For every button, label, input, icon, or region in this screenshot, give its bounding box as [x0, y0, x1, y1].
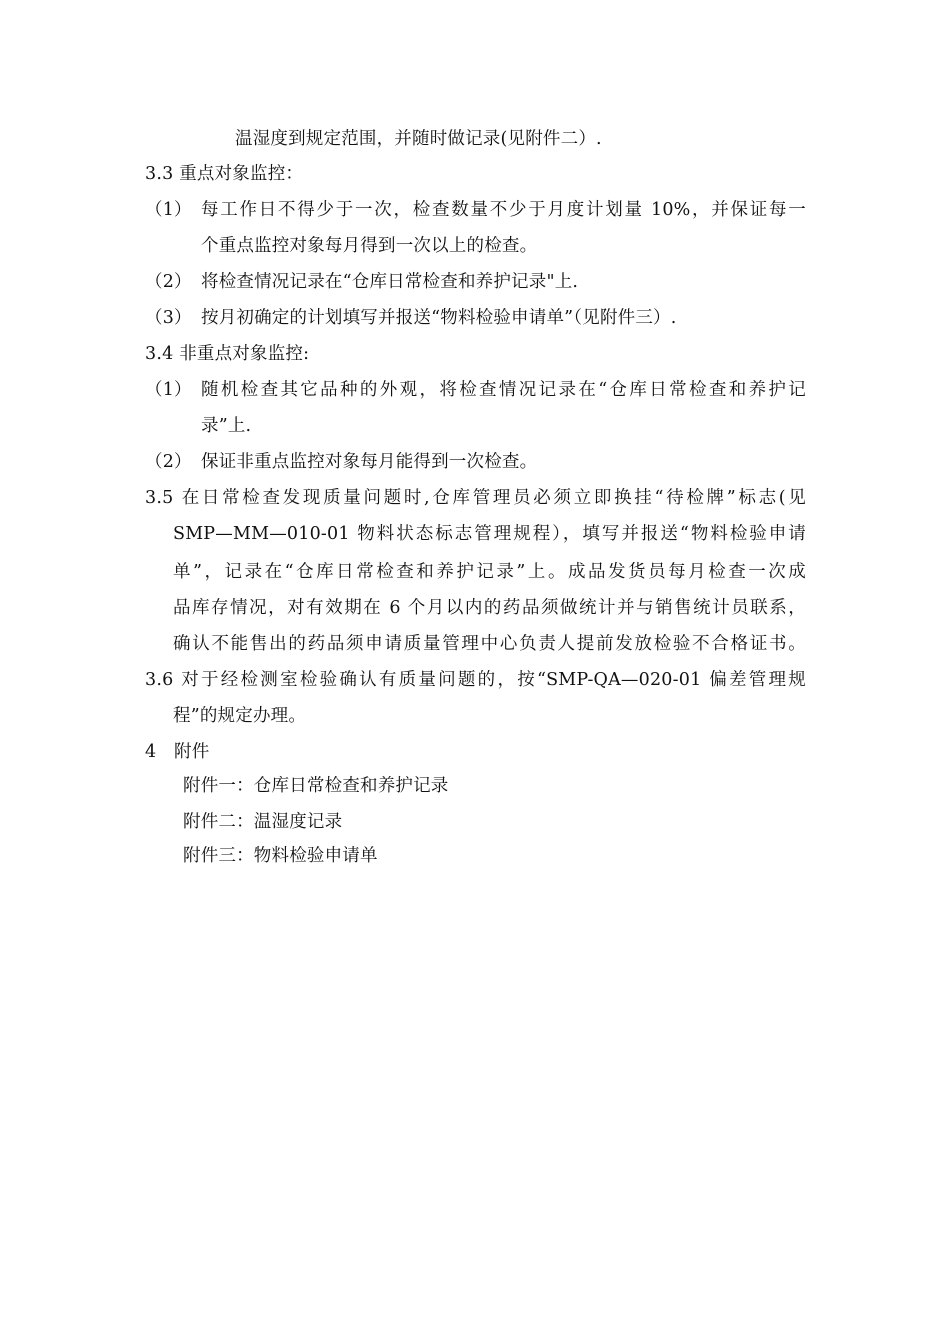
- list-marker: （2）: [145, 272, 192, 292]
- text-line: 个重点监控对象每月得到一次以上的检查。: [201, 236, 538, 256]
- text-line: 单”，记录在“仓库日常检查和养护记录”上。成品发货员每月检查一次成: [173, 562, 806, 582]
- attachment-item: 附件三：物料检验申请单: [183, 846, 378, 866]
- text-line: 保证非重点监控对象每月能得到一次检查。: [201, 452, 538, 472]
- text-line: 随机检查其它品种的外观，将检查情况记录在“仓库日常检查和养护记: [201, 380, 806, 400]
- text-line: 每工作日不得少于一次，检查数量不少于月度计划量 10%，并保证每一: [201, 200, 806, 220]
- text-line: 确认不能售出的药品须申请质量管理中心负责人提前发放检验不合格证书。: [173, 634, 806, 654]
- section-heading-3-4: 3.4 非重点对象监控:: [145, 344, 310, 364]
- attachment-item: 附件二：温湿度记录: [183, 812, 343, 832]
- attachment-item: 附件一：仓库日常检查和养护记录: [183, 776, 449, 796]
- text-line: 按月初确定的计划填写并报送“物料检验申请单”（见附件三）.: [201, 308, 677, 328]
- text-line: 录”上.: [201, 416, 252, 436]
- section-heading-3-3: 3.3 重点对象监控：: [145, 164, 304, 184]
- section-heading-4: 4 附件: [145, 742, 210, 762]
- list-marker: （3）: [145, 308, 192, 328]
- section-heading-3-6: 3.6 对于经检测室检验确认有质量问题的，按“SMP-QA—020-01 偏差管理规: [145, 670, 806, 690]
- text-line: 将检查情况记录在“仓库日常检查和养护记录"上.: [201, 272, 579, 292]
- text-line: SMP—MM—010-01 物料状态标志管理规程），填写并报送“物料检验申请: [173, 524, 806, 544]
- text-line: 品库存情况，对有效期在 6 个月以内的药品须做统计并与销售统计员联系，: [173, 598, 806, 618]
- text-line: 温湿度到规定范围，并随时做记录(见附件二）.: [235, 129, 602, 149]
- text-line: 程”的规定办理。: [173, 706, 307, 726]
- list-marker: （2）: [145, 452, 192, 472]
- list-marker: （1）: [145, 200, 192, 220]
- list-marker: （1）: [145, 380, 192, 400]
- section-heading-3-5: 3.5 在日常检查发现质量问题时,仓库管理员必须立即换挂“待检牌”标志(见: [145, 488, 806, 508]
